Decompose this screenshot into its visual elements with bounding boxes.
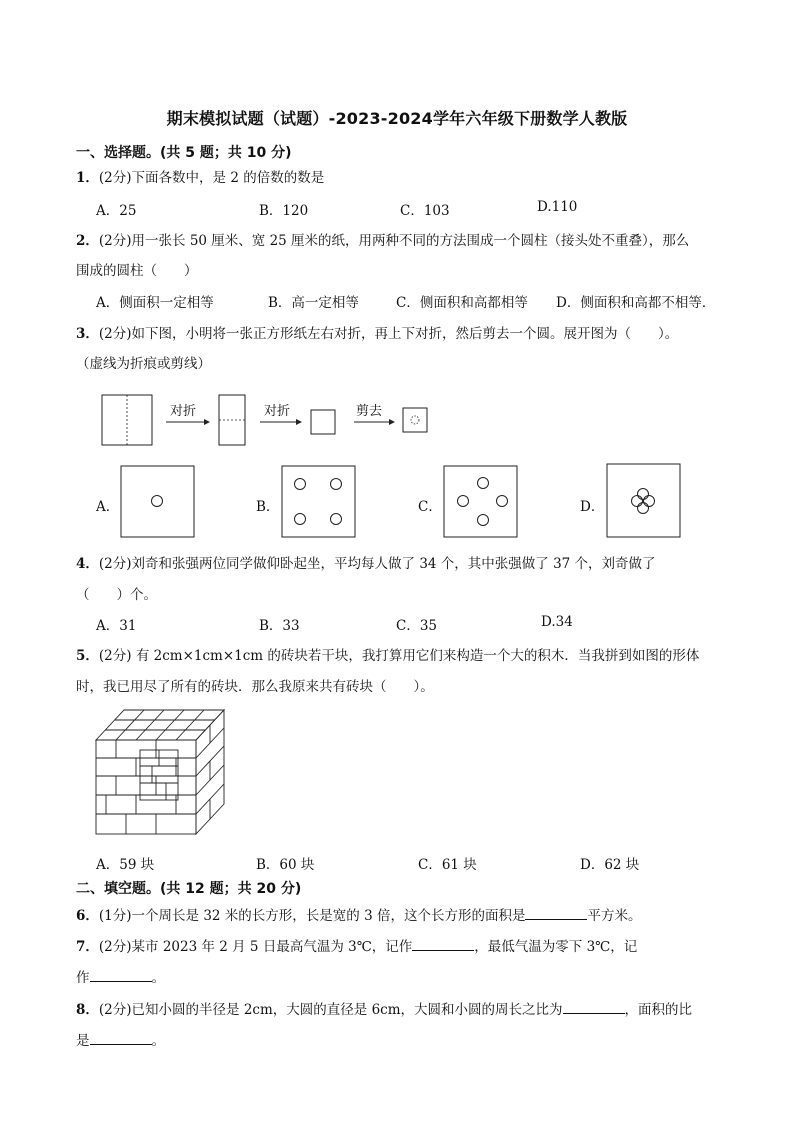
question-text: 已知小圆的半径是 2cm，大圆的直径是 6cm，大圆和小圆的周长之比为: [131, 1002, 563, 1018]
question-text: 用一张长 50 厘米、宽 25 厘米的纸，用两种不同的方法围成一个圆柱（接头处不重叠），那么: [131, 233, 690, 249]
q1-option-a: A．25: [96, 203, 137, 219]
answer-blank[interactable]: [412, 938, 474, 951]
quarter-paper: [311, 410, 335, 434]
question-8: [76, 998, 692, 1018]
q5-option-d: D．62 块: [580, 857, 640, 873]
cut-paper: [403, 408, 427, 432]
question-text-end: 。: [151, 970, 165, 986]
answer-blank[interactable]: [90, 1032, 152, 1045]
q3-option-c-label: C．: [418, 499, 442, 515]
q4-option-a: A．31: [96, 618, 137, 634]
question-number: 3．: [76, 326, 99, 342]
answer-blank[interactable]: [525, 907, 587, 920]
q2-option-b: B．高一定相等: [268, 295, 359, 311]
folding-diagram: [96, 390, 446, 450]
question-score: (2分): [98, 648, 132, 664]
q5-text-line2: 时，我已用尽了所有的砖块．那么我原来共有砖块（ ）。: [76, 679, 434, 695]
q5-option-b: B．60 块: [256, 857, 315, 873]
cut-circle: [411, 416, 419, 424]
q4-option-c: C．35: [396, 618, 438, 634]
step-label-1: 对折: [170, 404, 197, 419]
q4-option-d: D.34: [541, 614, 573, 630]
arrow-1-head: [204, 419, 210, 425]
page-title: 期末模拟试题（试题）-2023-2024学年六年级下册数学人教版: [166, 109, 628, 128]
answer-blank[interactable]: [563, 1001, 625, 1014]
q2-option-d: D．侧面积和高都不相等．: [556, 295, 716, 311]
question-text: 下面各数中，是 2 的倍数的数是: [131, 170, 325, 186]
question-score: (2分): [98, 170, 132, 186]
question-score: (2分): [98, 939, 132, 955]
step-label-2: 对折: [264, 404, 291, 419]
question-4: [76, 552, 656, 572]
q8-line2: [76, 1029, 165, 1049]
q2-option-a: A．侧面积一定相等: [96, 295, 214, 311]
brick-structure-figure: [92, 706, 232, 838]
q3-option-b-label: B．: [256, 499, 280, 515]
q4-text-line2: （ ）个。: [76, 587, 157, 603]
q5-option-a: A．59 块: [96, 857, 155, 873]
question-number: 7．: [76, 939, 99, 955]
question-number: 8．: [76, 1002, 99, 1018]
question-number: 2．: [76, 233, 99, 249]
q3-option-d-figure: [606, 463, 682, 539]
question-text-mid: ，最低气温为零下 3℃，记: [474, 939, 638, 955]
q3-option-c-figure: [443, 465, 519, 539]
q2-text-line2: 围成的圆柱（ ）: [76, 263, 198, 279]
question-score: (2分): [98, 233, 132, 249]
q7-line2: [76, 966, 165, 986]
question-score: (1分): [98, 908, 132, 924]
question-text: 某市 2023 年 2 月 5 日最高气温为 3℃，记作: [131, 939, 413, 955]
q1-option-d: D.110: [537, 199, 578, 215]
question-score: (2分): [98, 1002, 132, 1018]
question-5: [76, 644, 699, 664]
question-7: [76, 935, 637, 955]
question-text-mid: ，面积的比: [624, 1002, 693, 1018]
q5-option-c: C．61 块: [418, 857, 477, 873]
q4-option-b: B．33: [259, 618, 300, 634]
q1-option-c: C．103: [400, 203, 450, 219]
section-2-header: 二、填空题。(共 12 题；共 20 分): [76, 881, 302, 897]
answer-blank[interactable]: [90, 969, 152, 982]
question-text: 有 2cm×1cm×1cm 的砖块若干块，我打算用它们来构造一个大的积木．当我拼到如图的形体: [131, 648, 700, 664]
arrow-3-head: [389, 419, 395, 425]
arrow-2-head: [296, 419, 302, 425]
q3-option-b-figure: [281, 465, 357, 539]
question-number: 1．: [76, 170, 99, 186]
question-6: [76, 904, 641, 924]
q3-option-a-figure: [120, 465, 196, 539]
question-text: 是: [76, 1033, 90, 1049]
question-text-end: 。: [151, 1033, 165, 1049]
step-label-3: 剪去: [356, 404, 383, 419]
question-score: (2分): [98, 556, 132, 572]
question-text: 刘奇和张强两位同学做仰卧起坐，平均每人做了 34 个，其中张强做了 37 个，刘奇做了: [131, 556, 656, 572]
question-1: [76, 166, 324, 186]
question-2: [76, 229, 689, 249]
question-text: 如下图，小明将一张正方形纸左右对折，再上下对折，然后剪去一个圆。展开图为（ ）。: [131, 326, 679, 342]
q2-option-c: C．侧面积和高都相等: [396, 295, 528, 311]
question-text-end: 平方米。: [587, 908, 642, 924]
q3-option-d-label: D．: [580, 499, 605, 515]
question-number: 6．: [76, 908, 99, 924]
section-1-header: 一、选择题。(共 5 题；共 10 分): [76, 145, 292, 161]
question-score: (2分): [98, 326, 132, 342]
q3-text-line2: （虚线为折痕或剪线）: [76, 356, 211, 372]
q3-option-a-label: A．: [96, 499, 120, 515]
question-3: [76, 322, 678, 342]
question-text: 一个周长是 32 米的长方形，长是宽的 3 倍，这个长方形的面积是: [131, 908, 526, 924]
question-number: 5．: [76, 648, 99, 664]
question-number: 4．: [76, 556, 99, 572]
question-text: 作: [76, 970, 90, 986]
q1-option-b: B．120: [259, 203, 309, 219]
